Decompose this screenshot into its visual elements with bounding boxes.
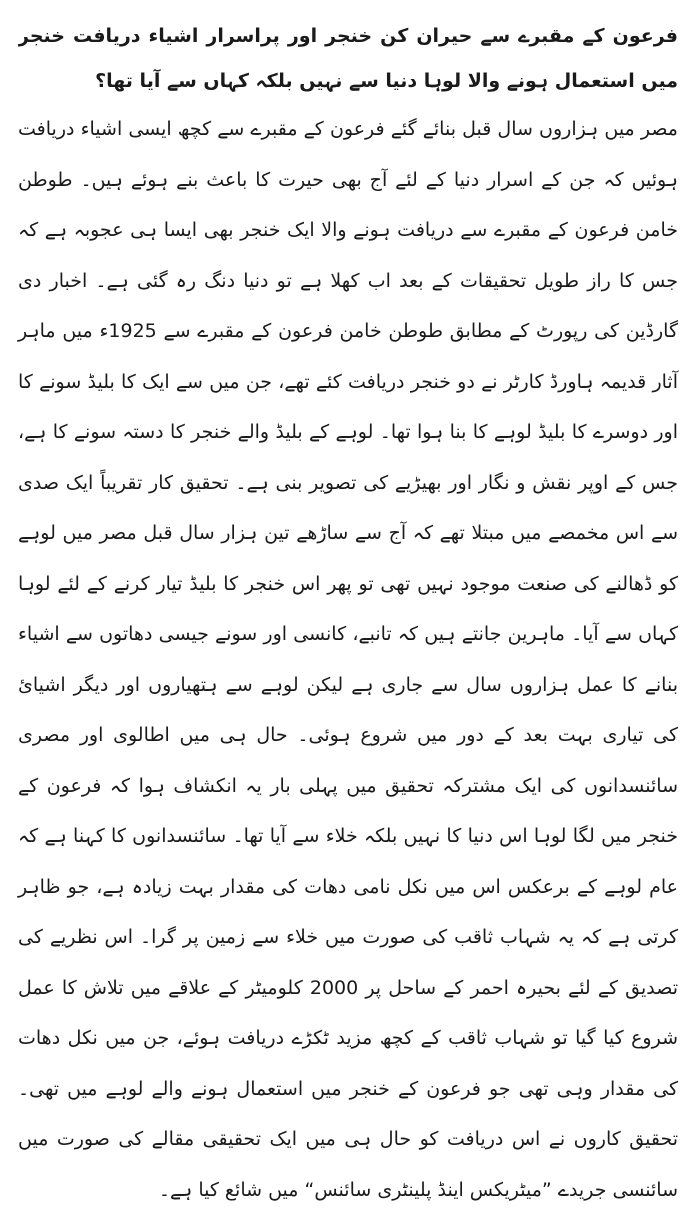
article-body: مصر میں ہزاروں سال قبل بنائے گئے فرعون کے مقبرے سے کچھ ایسی اشیاء دریافت ہوئیں کہ جن کے اسرار دنیا کے لئے آج بھی حیرت کا باعث بنے ہوئے ہیں۔ طوطن خامن فرعون کے مقبرے سے دریافت ہونے والا ایک خنجر بھی ایسا ہی عجوبہ ہے کہ جس کا راز طویل تحقیقات کے بعد اب کھلا ہے تو دنیا دنگ رہ گئی ہے۔ اخبار دی گارڈین کی رپورٹ کے مطابق طوطن خامن فرعون کے مقبرے سے 1925ء میں ماہر آثار قدیمہ ہاورڈ کارٹر نے دو خنجر دریافت کئے تھے، جن میں سے ایک کا بلیڈ سونے کا اور دوسرے کا بلیڈ لوہے کا بنا ہوا تھا۔ لوہے کے بلیڈ والے خنجر کا دستہ سونے کا ہے، جس کے اوپر نقش و نگار اور بھیڑیے کی تصویر بنی ہے۔ تحقیق کار تقریباً ایک صدی سے اس مخمصے میں مبتلا تھے کہ آج سے ساڑھے تین ہزار سال قبل مصر میں لوہے کو ڈھالنے کی صنعت موجود نہیں تھی تو پھر اس خنجر کا بلیڈ تیار کرنے کے لئے لوہا کہاں سے آیا۔ ماہرین جانتے ہیں کہ تانبے، کانسی اور سونے جیسی دھاتوں سے اشیاء بنانے کا عمل ہزاروں سال سے جاری ہے لیکن لوہے سے ہتھیاروں اور دیگر اشیائ کی تیاری بہت بعد کے دور میں شروع ہوئی۔ حال ہی میں اطالوی اور مصری سائنسدانوں کی ایک مشترکہ تحقیق میں پہلی بار یہ انکشاف ہوا کہ فرعون کے خنجر میں لگا لوہا اس دنیا کا نہیں بلکہ خلاء سے آیا تھا۔ سائنسدانوں کا کہنا ہے کہ عام لوہے کے برعکس اس میں نکل نامی دھات کی مقدار بہت زیادہ ہے، جو ظاہر کرتی ہے کہ یہ شہاب ثاقب کی صورت میں خلاء سے زمین پر گرا۔ اس نظریے کی تصدیق کے لئے بحیرہ احمر کے ساحل پر 2000 کلومیٹر کے علاقے میں تلاش کا عمل شروع کیا گیا تو شہاب ثاقب کے کچھ مزید ٹکڑے دریافت ہوئے، جن میں نکل دھات کی مقدار وہی تھی جو فرعون کے خنجر میں استعمال ہونے والے لوہے میں تھی۔ تحقیق کاروں نے اس دریافت کو حال ہی میں ایک تحقیقی مقالے کی صورت میں سائنسی جریدے ”میٹریکس اینڈ پلینٹری سائنس“ میں شائع کیا ہے۔ — [18, 118, 678, 1201]
article-headline: فرعون کے مقبرے سے حیران کن خنجر اور پراسرار اشیاء دریافت خنجر میں استعمال ہونے والا لوہا دنیا سے نہیں بلکہ کہاں سے آیا تھا؟ — [18, 25, 678, 92]
